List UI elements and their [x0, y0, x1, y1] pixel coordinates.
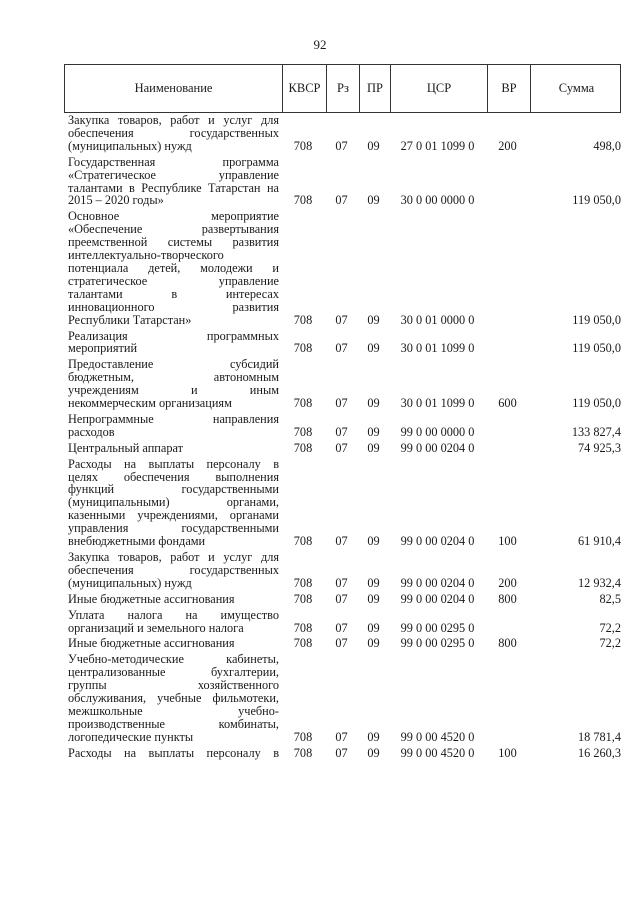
- row-kvsr: 708: [293, 396, 313, 411]
- row-csr: 30 0 01 1099 0: [400, 341, 475, 356]
- row-rz: 07: [335, 636, 348, 651]
- table-row: [64, 458, 621, 548]
- budget-table: [64, 64, 621, 763]
- row-name: [64, 637, 281, 650]
- header-sum: Сумма: [530, 65, 622, 112]
- row-kvsr: 708: [293, 729, 313, 744]
- table-row: [64, 637, 621, 650]
- row-csr: 99 0 00 0295 0: [400, 636, 475, 651]
- row-sum: 82,5: [599, 591, 621, 606]
- row-rz: 07: [335, 745, 348, 760]
- row-rz: 07: [335, 591, 348, 606]
- row-vr: 200: [498, 138, 517, 153]
- table-header: [64, 64, 621, 113]
- row-name-line: логопедические пункты: [68, 729, 194, 744]
- row-name-line: Уплата налога на имущество: [68, 607, 279, 622]
- row-name-line: межшкольные учебно-: [68, 703, 279, 718]
- row-csr: 99 0 00 0204 0: [400, 440, 475, 455]
- row-rz: 07: [335, 575, 348, 590]
- row-vr: 100: [498, 534, 517, 549]
- row-vr: 600: [498, 396, 517, 411]
- row-name: [64, 747, 281, 760]
- row-name-line: «Стратегическое управление: [68, 167, 279, 182]
- row-sum: 16 260,3: [577, 745, 621, 760]
- table-row: [64, 551, 621, 590]
- row-rz: 07: [335, 341, 348, 356]
- row-vr: 800: [498, 591, 517, 606]
- table-row: [64, 210, 621, 326]
- row-pr: 09: [367, 534, 380, 549]
- row-csr: 27 0 01 1099 0: [400, 138, 475, 153]
- row-rz: 07: [335, 620, 348, 635]
- row-csr: 99 0 00 0204 0: [400, 534, 475, 549]
- row-csr: 30 0 01 0000 0: [400, 312, 475, 327]
- row-name-line: Расходы на выплаты персоналу в: [68, 456, 279, 471]
- row-pr: 09: [367, 341, 380, 356]
- row-pr: 09: [367, 312, 380, 327]
- row-name: [64, 114, 281, 153]
- row-pr: 09: [367, 193, 380, 208]
- row-pr: 09: [367, 591, 380, 606]
- row-name-line: (муниципальных) нужд: [68, 575, 192, 590]
- row-name-line: талантами в интересах: [68, 286, 279, 301]
- row-name-line: Учебно-методические кабинеты,: [68, 652, 279, 667]
- row-rz: 07: [335, 312, 348, 327]
- header-rz: Рз: [326, 65, 359, 112]
- row-sum: 72,2: [599, 636, 621, 651]
- row-kvsr: 708: [293, 138, 313, 153]
- row-sum: 12 932,4: [577, 575, 621, 590]
- row-name-line: обслуживания, учебные фильмотеки,: [68, 691, 279, 706]
- row-name: [64, 358, 281, 410]
- row-name: [64, 653, 281, 743]
- header-kvsr: КВСР: [282, 65, 326, 112]
- row-name: [64, 593, 281, 606]
- row-name: [64, 413, 281, 439]
- row-rz: 07: [335, 396, 348, 411]
- row-sum: 119 050,0: [572, 312, 621, 327]
- row-kvsr: 708: [293, 193, 313, 208]
- row-csr: 99 0 00 4520 0: [400, 729, 475, 744]
- row-kvsr: 708: [293, 636, 313, 651]
- row-name-line: преемственной системы развития: [68, 235, 279, 250]
- row-vr: 200: [498, 575, 517, 590]
- row-name: [64, 551, 281, 590]
- row-csr: 99 0 00 0000 0: [400, 424, 475, 439]
- row-name: [64, 609, 281, 635]
- row-name-line: Центральный аппарат: [68, 440, 183, 455]
- row-name-line: «Обеспечение развертывания: [68, 222, 279, 237]
- row-sum: 119 050,0: [572, 341, 621, 356]
- row-name-line: потенциала детей, молодежи и: [68, 260, 279, 275]
- row-rz: 07: [335, 729, 348, 744]
- row-name-line: Непрограммные направления: [68, 411, 279, 426]
- row-name-line: группы хозяйственного: [68, 678, 279, 693]
- row-rz: 07: [335, 193, 348, 208]
- row-pr: 09: [367, 636, 380, 651]
- row-sum: 61 910,4: [577, 534, 621, 549]
- row-name-line: внебюджетными фондами: [68, 534, 206, 549]
- row-name-line: расходов: [68, 424, 115, 439]
- row-sum: 133 827,4: [571, 424, 621, 439]
- row-name-line: производственные комбинаты,: [68, 716, 279, 731]
- header-csr: ЦСР: [390, 65, 487, 112]
- table-row: [64, 114, 621, 153]
- row-name-line: 2015 – 2020 годы»: [68, 193, 164, 208]
- row-name-line: Иные бюджетные ассигнования: [68, 636, 235, 651]
- page-number: 92: [313, 37, 327, 52]
- row-name-line: мероприятий: [68, 341, 138, 356]
- row-kvsr: 708: [293, 591, 313, 606]
- row-sum: 18 781,4: [577, 729, 621, 744]
- row-csr: 99 0 00 0204 0: [400, 575, 475, 590]
- row-name-line: Республики Татарстан»: [68, 312, 192, 327]
- row-name-line: некоммерческим организациям: [68, 396, 232, 411]
- row-name-line: управления государственными: [68, 521, 279, 536]
- row-name-line: функций государственными: [68, 482, 279, 497]
- row-pr: 09: [367, 138, 380, 153]
- row-sum: 498,0: [593, 138, 621, 153]
- row-name-line: (муниципальных) нужд: [68, 138, 192, 153]
- row-name: [64, 458, 281, 548]
- header-name: Наименование: [134, 81, 213, 95]
- header-pr: ПР: [359, 65, 390, 112]
- row-rz: 07: [335, 534, 348, 549]
- row-rz: 07: [335, 138, 348, 153]
- row-kvsr: 708: [293, 534, 313, 549]
- row-name: [64, 330, 281, 356]
- row-name-line: бюджетным, автономным: [68, 370, 279, 385]
- row-csr: 99 0 00 0295 0: [400, 620, 475, 635]
- table-row: [64, 156, 621, 208]
- row-kvsr: 708: [293, 440, 313, 455]
- table-body: [64, 114, 621, 760]
- row-name: [64, 210, 281, 326]
- row-csr: 99 0 00 0204 0: [400, 591, 475, 606]
- row-kvsr: 708: [293, 745, 313, 760]
- row-name-line: Иные бюджетные ассигнования: [68, 591, 235, 606]
- row-name-line: целях обеспечения выполнения: [68, 469, 279, 484]
- row-pr: 09: [367, 424, 380, 439]
- row-csr: 30 0 00 0000 0: [400, 193, 475, 208]
- row-kvsr: 708: [293, 575, 313, 590]
- row-name-line: (муниципальными) органами,: [68, 495, 279, 510]
- row-csr: 30 0 01 1099 0: [400, 396, 475, 411]
- table-row: [64, 653, 621, 743]
- row-name-line: учреждениям и иным: [68, 383, 279, 398]
- row-name-line: централизованные бухгалтерии,: [68, 665, 279, 680]
- row-name-line: Государственная программа: [68, 154, 279, 169]
- row-name: [64, 156, 281, 208]
- row-name-line: стратегическое управление: [68, 273, 279, 288]
- row-name-line: обеспечения государственных: [68, 562, 279, 577]
- table-row: [64, 747, 621, 760]
- row-name-line: интеллектуально-творческого: [68, 248, 224, 263]
- row-pr: 09: [367, 620, 380, 635]
- table-row: [64, 609, 621, 635]
- row-name-line: организаций и земельного налога: [68, 620, 244, 635]
- row-name-line: инновационного развития: [68, 299, 279, 314]
- row-name-line: Закупка товаров, работ и услуг для: [68, 550, 279, 564]
- row-sum: 74 925,3: [577, 440, 621, 455]
- row-sum: 119 050,0: [572, 396, 621, 411]
- row-name: [64, 442, 281, 455]
- row-name-line: Реализация программных: [68, 328, 279, 343]
- table-row: [64, 330, 621, 356]
- row-pr: 09: [367, 745, 380, 760]
- row-pr: 09: [367, 729, 380, 744]
- row-kvsr: 708: [293, 312, 313, 327]
- row-kvsr: 708: [293, 620, 313, 635]
- table-row: [64, 358, 621, 410]
- row-pr: 09: [367, 440, 380, 455]
- row-pr: 09: [367, 575, 380, 590]
- row-name-line: Предоставление субсидий: [68, 357, 279, 372]
- row-kvsr: 708: [293, 341, 313, 356]
- row-vr: 100: [498, 745, 517, 760]
- header-vr: ВР: [487, 65, 530, 112]
- row-kvsr: 708: [293, 424, 313, 439]
- table-row: [64, 442, 621, 455]
- row-vr: 800: [498, 636, 517, 651]
- row-rz: 07: [335, 424, 348, 439]
- row-name-line: Расходы на выплаты персоналу в: [68, 745, 279, 760]
- row-name-line: казенными учреждениями, органами: [68, 508, 279, 523]
- row-rz: 07: [335, 440, 348, 455]
- row-csr: 99 0 00 4520 0: [400, 745, 475, 760]
- row-pr: 09: [367, 396, 380, 411]
- row-name-line: талантами в Республике Татарстан на: [68, 180, 279, 195]
- row-sum: 119 050,0: [572, 193, 621, 208]
- row-name-line: обеспечения государственных: [68, 125, 279, 140]
- table-row: [64, 593, 621, 606]
- row-name-line: Закупка товаров, работ и услуг для: [68, 113, 279, 127]
- table-row: [64, 413, 621, 439]
- row-sum: 72,2: [599, 620, 621, 635]
- row-name-line: Основное мероприятие: [68, 209, 279, 224]
